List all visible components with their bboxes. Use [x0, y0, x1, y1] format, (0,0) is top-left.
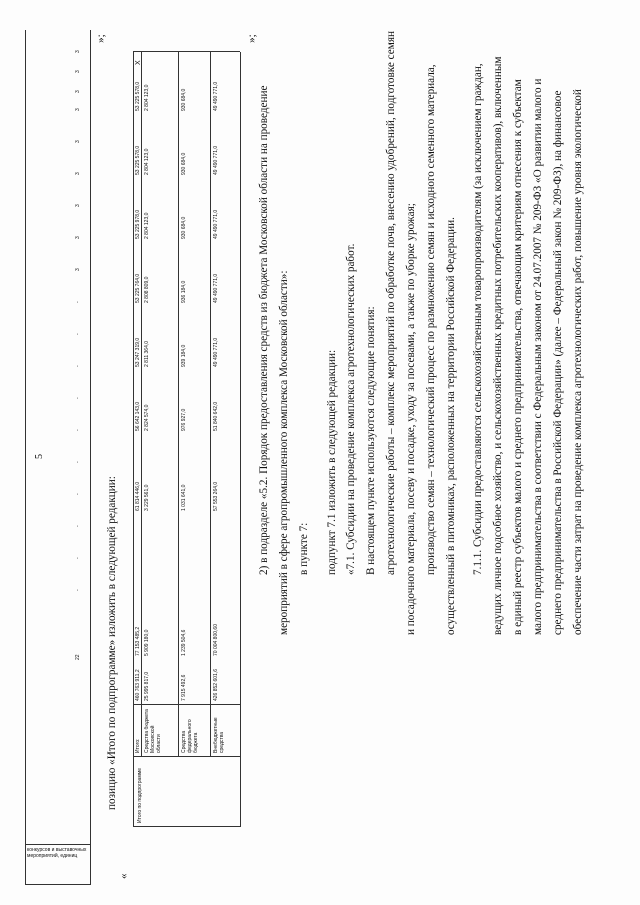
paragraph-line: осуществленный в питомниках, расположенных на территории Российской Федерации. [445, 217, 457, 635]
row-label: Средства бюджета Московской области [144, 709, 162, 753]
cell-value: 25 995 817,0 [144, 671, 150, 701]
paragraph-line: подпункт 7.1 изложить в следующей редакции: [326, 349, 338, 575]
top-table-dash: - [75, 557, 81, 559]
cell-value: 53 225 578,0 [135, 81, 141, 111]
cell-value: 53 225 764,0 [135, 273, 141, 303]
top-table-three: 3 [75, 268, 81, 271]
paragraph-line: мероприятий в сфере агропромышленного комплекса Московской области»: [278, 270, 290, 635]
cell-value: 460 763 911,2 [135, 669, 141, 701]
page-number: 5 [34, 454, 45, 459]
main-table-row-title: Итого по подпрограмме [137, 768, 143, 823]
top-table-dash: - [75, 333, 81, 335]
row-label: Внебюджетные средства [213, 717, 225, 753]
paragraph-line: ведущих личное подсобное хозяйство, и сельскохозяйственных кредитных потребительских кооперативов), включенным [492, 56, 504, 635]
top-table-three: 3 [75, 140, 81, 143]
cell-value: 70 004 800,60 [213, 624, 219, 656]
cell-value: 930 684,0 [181, 216, 187, 239]
paragraph-line: в единый реестр субъектов малого и среднего предпринимательства, отвечающим критериям отнесения к субъектам [512, 79, 524, 635]
cell-value: 2 804 123,0 [144, 84, 150, 111]
cell-value: 5 909 180,0 [144, 629, 150, 656]
cell-value: 49 490 771,0 [213, 273, 219, 303]
paragraph-line: агротехнологические работы – комплекс мероприятий по обработке почв, внесению удобрений, подготовке семян [385, 31, 397, 575]
cell-value: 2 804 123,0 [144, 212, 150, 239]
cell-value: 7 915 492,6 [181, 674, 187, 701]
cell-value: 930 684,0 [181, 88, 187, 111]
cell-value: 930 684,0 [181, 152, 187, 175]
top-table-dash: - [75, 397, 81, 399]
top-table-three: 3 [75, 108, 81, 111]
cell-value: 2 811 364,0 [144, 340, 150, 367]
top-table-dash: - [75, 429, 81, 431]
top-table-three: 3 [75, 50, 81, 53]
top-table-three: 3 [75, 172, 81, 175]
paragraph-line: В настоящем пункте используются следующие понятия: [365, 306, 377, 575]
top-table-closing: »; [95, 34, 107, 43]
intro-line: позицию «Итого по подпрограмме» изложить в следующей редакции: [106, 476, 118, 810]
top-table-three: 3 [75, 204, 81, 207]
paragraph-line: и посадочного материала, посеву и посадке, уходу за посевами, а также по уборке урожая; [405, 203, 417, 635]
cell-value: 77 153 485,2 [135, 626, 141, 656]
cell-value: 53 225 978,0 [135, 209, 141, 239]
cell-value: 56 642 143,0 [135, 401, 141, 431]
paragraph-line: в пункте 7: [298, 522, 310, 575]
cell-value: 49 490 771,0 [213, 145, 219, 175]
cell-value: 49 490 771,0 [213, 81, 219, 111]
top-table-label: конкурсов и выставочных мероприятий, единиц [27, 847, 87, 859]
cell-value: 976 927,0 [181, 408, 187, 431]
paragraph-line: 7.1.1. Субсидии предоставляются сельскохозяйственным товаропроизводителям (за исключением граждан, [472, 63, 484, 575]
cell-value: 57 553 264,0 [213, 481, 219, 511]
cell-value: 936 184,0 [181, 280, 187, 303]
top-table-three: 3 [75, 236, 81, 239]
cell-value: 2 804 123,0 [144, 148, 150, 175]
cell-value: 2 824 574,0 [144, 404, 150, 431]
paragraph-line: среднего предпринимательства в Российской Федерации» (далее – Федеральный закон № 209-ФЗ), на финансовое [552, 90, 564, 635]
x-mark: X [135, 60, 142, 65]
top-table-three: 3 [75, 70, 81, 73]
cell-value: 49 490 771,0 [213, 209, 219, 239]
cell-value: 1 239 504,6 [181, 629, 187, 656]
paragraph-line: «7.1. Субсидии на проведение комплекса агротехнологических работ. [345, 243, 357, 575]
top-table-dash: - [75, 301, 81, 303]
top-table-dash: - [75, 461, 81, 463]
cell-value: 2 808 809,0 [144, 276, 150, 303]
cell-value: 61 814 446,0 [135, 481, 141, 511]
cell-value: 939 184,0 [181, 344, 187, 367]
open-quote: « [118, 873, 130, 879]
paragraph-line: производство семян – технологический процесс по размножению семян и исходного семенного материала, [425, 64, 437, 575]
cell-value: 1 031 641,0 [181, 484, 187, 511]
cell-value: 53 247 319,0 [135, 337, 141, 367]
cell-value: 49 490 771,0 [213, 337, 219, 367]
paragraph-line: 2) в подразделе «5.2. Порядок предоставления средств из бюджета Московской области на проведение [258, 85, 270, 575]
paragraph-line: малого предпринимательства в соответствии с Федеральным законом от 24.07.2007 № 209-ФЗ «О развитии малого и [532, 78, 544, 635]
top-table-dash: - [75, 525, 81, 527]
top-table-dash: - [75, 493, 81, 495]
top-table-dash: - [75, 589, 81, 591]
top-table-dash: - [75, 365, 81, 367]
paragraph-line: обеспечение части затрат на проведение комплекса агротехнологических работ, повышение уровня экологической [572, 89, 584, 635]
cell-value: 53 225 578,0 [135, 145, 141, 175]
top-table-three: 3 [75, 90, 81, 93]
top-table-count: 22 [75, 654, 81, 660]
cell-value: 3 229 561,0 [144, 484, 150, 511]
cell-value: 51 840 642,0 [213, 401, 219, 431]
main-table-closing: »; [246, 34, 258, 43]
cell-value: 426 852 601,6 [213, 669, 219, 701]
row-label: Средства федерального бюджета [181, 719, 199, 753]
row-label: Итого: [135, 738, 141, 753]
